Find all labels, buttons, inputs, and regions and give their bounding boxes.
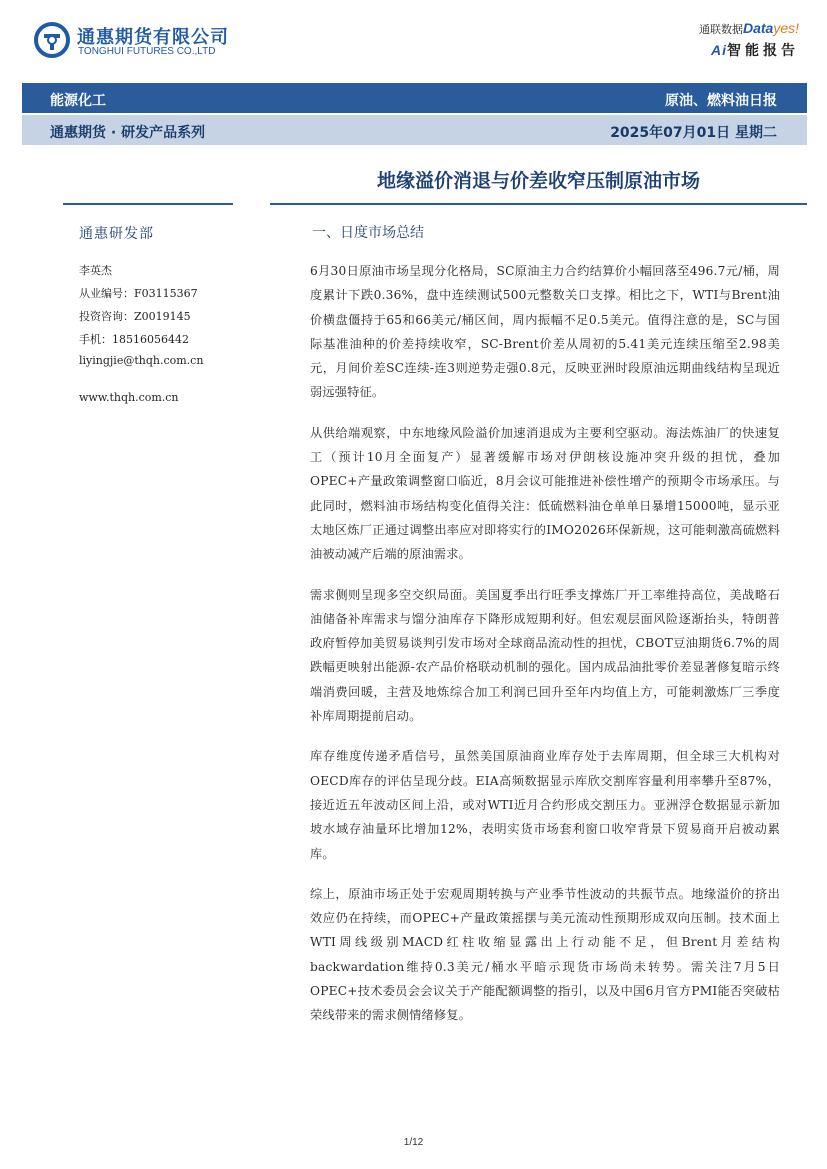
company-name-en: TONGHUI FUTURES CO.,LTD bbox=[78, 46, 216, 57]
series-label: 通惠期货 · 研发产品系列 bbox=[50, 125, 206, 141]
company-name-cn: 通惠期货有限公司 bbox=[77, 27, 229, 48]
author-email: liyingjie@thqh.com.cn bbox=[79, 354, 204, 367]
brand-yes-text: yes! bbox=[773, 20, 799, 36]
brand-logo bbox=[699, 20, 799, 37]
author-name: 李英杰 bbox=[79, 264, 112, 277]
section-title: 一、日度市场总结 bbox=[312, 225, 424, 241]
brand-name-cn: 通联数据 bbox=[698, 23, 743, 36]
author-phone: 手机：18516056442 bbox=[79, 333, 189, 346]
divider-left bbox=[63, 203, 233, 205]
series-bar bbox=[22, 115, 807, 145]
author-consult-id: 投资咨询：Z0019145 bbox=[79, 310, 191, 323]
divider-right bbox=[270, 203, 807, 205]
ai-report-text: 智能报告 bbox=[727, 43, 799, 59]
report-body bbox=[310, 259, 780, 1044]
page-number: 1/12 bbox=[403, 1137, 424, 1148]
author-dept: 通惠研发部 bbox=[79, 226, 154, 242]
category-bar bbox=[22, 83, 807, 113]
ai-text: Ai bbox=[711, 42, 727, 58]
paragraph: 从供给端观察，中东地缘风险溢价加速消退成为主要利空驱动。海法炼油厂的快速复工（预计10月全面复产）显著缓解市场对伊朗核设施冲突升级的担忧，叠加OPEC+产量政策调整窗口临近，8月会议可能推进补偿性增产的预期令市场承压。与此同时，燃料油市场结构变化值得关注：低硫燃料油仓单单日暴增15000吨，显示亚太地区炼厂正通过调整出率应对即将实行的IMO2026环保新规，这可能刺激高硫燃料油被动减产后端的原油需求。 bbox=[310, 425, 780, 562]
report-date: 2025年07月01日 星期二 bbox=[610, 125, 777, 141]
paragraph: 6月30日原油市场呈现分化格局，SC原油主力合约结算价小幅回落至496.7元/桶，周度累计下跌0.36%，盘中连续测试500元整数关口支撑。相比之下，WTI与Brent油价横盘僵持于65和66美元/桶区间，周内振幅不足0.5美元。值得注意的是，SC与国际基准油种的价差持续收窄，SC-Brent价差从周初的5.41美元连续压缩至2.98美元，月间价差SC连续-连3则逆势走强0.8元，反映亚洲时段原油远期曲线结构呈现近弱远强特征。 bbox=[310, 264, 780, 400]
paragraph: 综上，原油市场正处于宏观周期转换与产业季节性波动的共振节点。地缘溢价的挤出效应仍在持续，而OPEC+产量政策摇摆与美元流动性预期形成双向压制。技术面上WTI周线级别MACD红柱收缩显露出上行动能不足，但Brent月差结构backwardation维持0.3美元/桶水平暗示现货市场尚未转势。需关注7月5日OPEC+技术委员会会议关于产能配额调整的指引，以及中国6月官方PMI能否突破枯荣线带来的需求侧情绪修复。 bbox=[310, 886, 780, 1023]
author-license: 从业编号：F03115367 bbox=[79, 287, 198, 300]
paragraph: 库存维度传递矛盾信号，虽然美国原油商业库存处于去库周期，但全球三大机构对OECD库存的评估呈现分歧。EIA高频数据显示库欣交割库容量利用率攀升至87%，接近近五年波动区间上沿，或对WTI近月合约形成交割压力。亚洲浮仓数据显示新加坡水域存油量环比增加12%，表明实货市场套利窗口收窄背景下贸易商开启被动累库。 bbox=[310, 749, 780, 861]
company-logo-icon bbox=[34, 22, 70, 58]
report-title: 地缘溢价消退与价差收窄压制原油市场 bbox=[376, 170, 700, 192]
report-type-label: 原油、燃料油日报 bbox=[665, 93, 777, 109]
category-label: 能源化工 bbox=[50, 93, 106, 109]
paragraph: 需求侧则呈现多空交织局面。美国夏季出行旺季支撑炼厂开工率维持高位，美战略石油储备补库需求与馏分油库存下降形成短期利好。但宏观层面风险逐渐抬头，特朗普政府暂停加美贸易谈判引发市场对全球商品流动性的担忧，CBOT豆油期货6.7%的周跌幅更映射出能源-农产品价格联动机制的强化。国内成品油批零价差显著修复暗示终端消费回暖，主营及地炼综合加工利润已回升至年内均值上方，可能刺激炼厂三季度补库周期提前启动。 bbox=[310, 587, 780, 724]
website-link[interactable]: www.thqh.com.cn bbox=[79, 391, 179, 404]
ai-report-label bbox=[711, 40, 799, 60]
brand-data-text: Data bbox=[742, 20, 774, 36]
